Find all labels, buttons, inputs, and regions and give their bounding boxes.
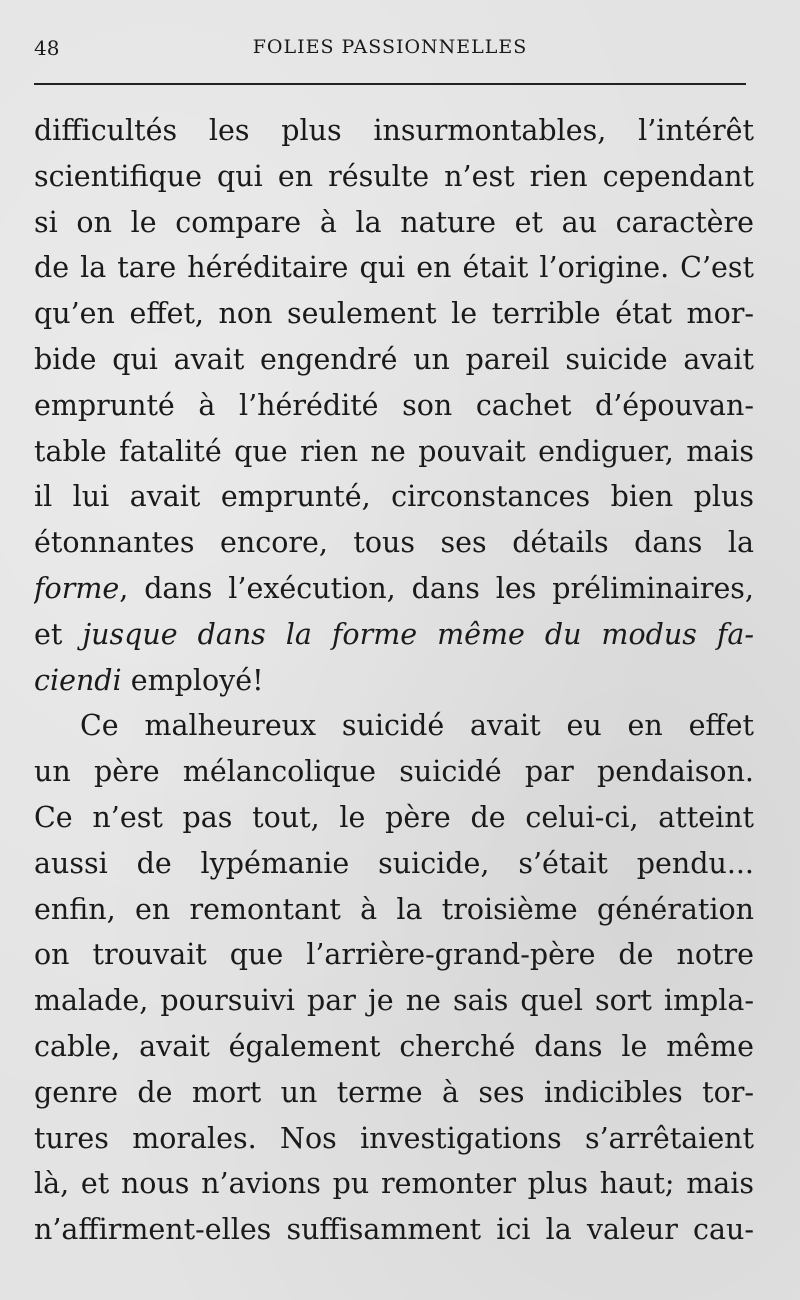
- text-line: étonnantes encore, tous ses détails dans la: [34, 526, 754, 560]
- text-line: là, et nous n’avions pu remonter plus haut; mais: [34, 1167, 754, 1201]
- text-segment: employé!: [121, 663, 264, 697]
- text-segment: et: [34, 617, 83, 651]
- text-line: [34, 566, 754, 612]
- text-line: emprunté à l’hérédité son cachet d’épouvan-: [34, 388, 754, 422]
- text-line: un père mélancolique suicidé par pendaison.: [34, 755, 754, 789]
- paragraph-first-line: Ce malheureux suicidé avait eu en effet: [80, 709, 754, 743]
- text-line: n’affirment-elles suffisamment ici la valeur cau-: [34, 1213, 754, 1247]
- text-line: de la tare héréditaire qui en était l’origine. C’est: [34, 251, 754, 285]
- text-line: [34, 612, 754, 658]
- text-line: malade, poursuivi par je ne sais quel sort impla-: [34, 984, 754, 1018]
- text-line: [34, 658, 754, 704]
- text-line: tures morales. Nos investigations s’arrêtaient: [34, 1121, 754, 1155]
- italic-ciendi: ciendi: [34, 663, 122, 697]
- italic-forme: forme: [34, 571, 120, 605]
- text-line: Ce n’est pas tout, le père de celui-ci, atteint: [34, 800, 754, 834]
- page-header: [34, 36, 746, 76]
- body-text: [34, 108, 754, 1253]
- text-line: difficultés les plus insurmontables, l’intérêt: [34, 114, 754, 147]
- text-line: table fatalité que rien ne pouvait endiguer, mais: [34, 434, 754, 468]
- header-rule: [34, 83, 746, 85]
- text-line: cable, avait également cherché dans le même: [34, 1029, 754, 1063]
- italic-jusque: jusque dans la forme même du modus fa-: [82, 617, 754, 651]
- text-line: qu’en effet, non seulement le terrible état mor-: [34, 297, 754, 331]
- text-line: aussi de lypémanie suicide, s’était pendu...: [34, 846, 754, 880]
- text-segment: , dans l’exécution, dans les préliminaires,: [119, 571, 754, 605]
- text-line: si on le compare à la nature et au caractère: [34, 205, 754, 239]
- text-line: genre de mort un terme à ses indicibles tor-: [34, 1075, 754, 1109]
- text-line: on trouvait que l’arrière-grand-père de notre: [34, 938, 754, 972]
- running-title: FOLIES PASSIONNELLES: [252, 36, 528, 58]
- text-line: scientifique qui en résulte n’est rien cependant: [34, 159, 754, 193]
- page-number: 48: [34, 36, 60, 60]
- text-line: il lui avait emprunté, circonstances bien plus: [34, 480, 754, 514]
- text-line: bide qui avait engendré un pareil suicide avait: [34, 342, 754, 376]
- text-line: enfin, en remontant à la troisième génération: [34, 892, 754, 926]
